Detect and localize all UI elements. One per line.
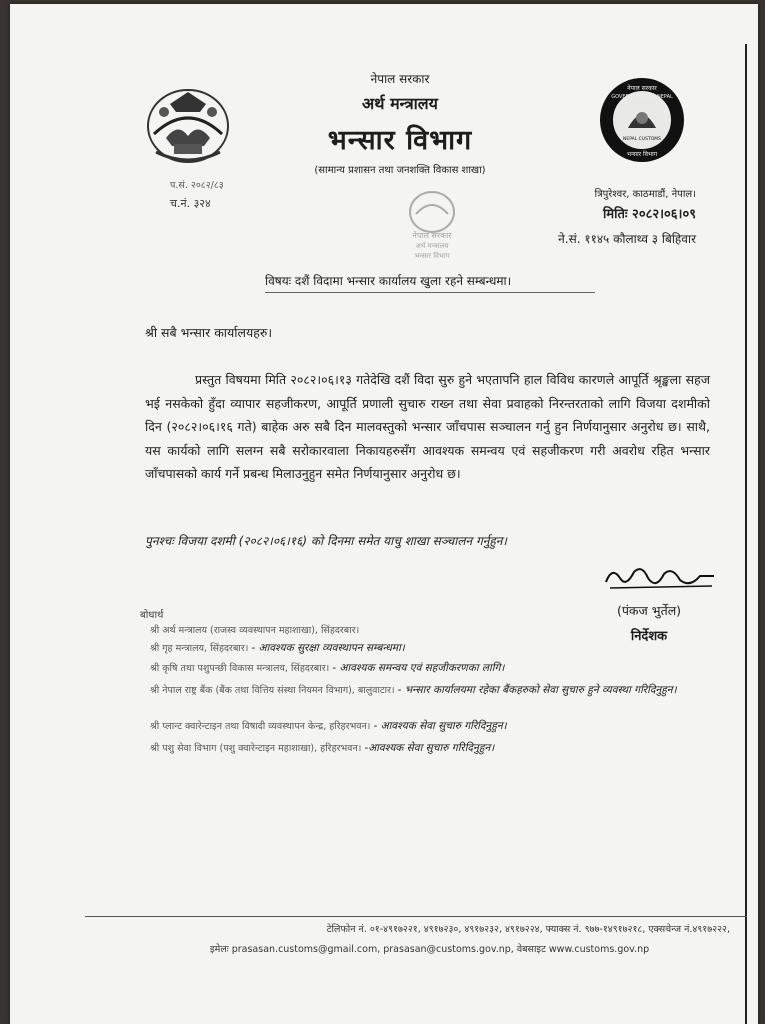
cc-recipient: श्री अर्थ मन्त्रालय (राजस्व व्यवस्थापन महाशाखा), सिंहदरबार। bbox=[150, 625, 360, 636]
department-name: भन्सार विभाग bbox=[327, 125, 473, 156]
cc-note: - आवश्यक सुरक्षा व्यवस्थापन सम्बन्धमा। bbox=[251, 642, 405, 654]
cc-recipient: श्री नेपाल राष्ट्र बैंक (बैंक तथा वित्तिय संस्था नियमन विभाग), बालुवाटार। bbox=[150, 685, 395, 696]
letter-body: प्रस्तुत विषयमा मिति २०८२।०६।१३ गतेदेखि दशैं विदा सुरु हुने भएतापनि हाल विविध कारणले आपूर्ति श्रृङ्खला सहज भई नसकेको हुँदा व्यापार सहजीकरण, आपूर्ति प्रणाली सुचारु राख्न तथा सेवा प्रवाहको निरन्तरताको लागि विजया दशमीको दिन (२०८२।०६।१६ गते) बाहेक अरु सबै दिन मालवस्तुको भन्सार जाँचपास सञ्चालन गर्नु हुन निर्णयानुसार अनुरोध छ। साथै, यस कार्यको लागि सलग्न सबै सरोकारवाला निकायहरुसँग आवश्यक समन्वय एवं सहजीकरण गरी अवरोध रहित भन्सार जाँचपासको कार्य गर्ने प्रबन्ध मिलाउनुहुन समेत निर्णयानुसार अनुरोध छ। bbox=[145, 372, 710, 482]
cc-item bbox=[150, 681, 710, 700]
ministry-name: अर्थ मन्त्रालय bbox=[362, 94, 438, 113]
letter-salutation: श्री सबै भन्सार कार्यालयहरु। bbox=[145, 325, 273, 340]
seal-center-text: NEPAL CUSTOMS bbox=[623, 137, 661, 142]
footer-email: इमेलः prasasan.customs@gmail.com, prasasan@customs.gov.np, वेबसाइट www.customs.gov.np bbox=[210, 944, 650, 955]
signature-icon bbox=[600, 560, 720, 596]
cc-item bbox=[150, 741, 710, 755]
seal-ring-text: GOVERNMENT OF NEPAL bbox=[611, 94, 673, 100]
subject-underline bbox=[265, 292, 595, 293]
stamp-bottom-text: भन्सार विभाग bbox=[414, 252, 450, 260]
seal-top-text: नेपाल सरकार bbox=[627, 85, 657, 92]
cc-recipient: श्री गृह मन्त्रालय, सिंहदरबार। bbox=[150, 643, 249, 654]
stamp-middle-text: अर्थ मन्त्रालय bbox=[415, 242, 449, 250]
page-edge-line bbox=[745, 44, 747, 1024]
nepal-sambat-date: ने.सं. ११४५ कौलाथ्व ३ बिहिवार bbox=[558, 232, 696, 246]
cc-note: - भन्सार कार्यालयमा रहेका बैंकहरुको सेवा सुचारु हुने व्यवस्था गरिदिनुहुन। bbox=[397, 684, 677, 696]
dispatch-number: च.नं. ३२४ bbox=[170, 197, 211, 210]
stamp-top-text: नेपाल सरकार bbox=[412, 231, 452, 240]
cc-note: -आवश्यक सेवा सुचारु गरिदिनुहुन। bbox=[364, 742, 495, 754]
signatory-title: निर्देशक bbox=[630, 629, 668, 644]
cc-item bbox=[150, 719, 710, 733]
letter-reference-number: प.सं. २०८२/८३ bbox=[170, 180, 224, 191]
letter-page bbox=[10, 4, 758, 1024]
letter-subject: विषयः दशैं विदामा भन्सार कार्यालय खुला रहने सम्बन्धमा। bbox=[265, 274, 512, 288]
cc-recipient: श्री कृषि तथा पशुपन्छी विकास मन्त्रालय, सिंहदरबार। bbox=[150, 663, 330, 674]
postscript: पुनश्चः विजया दशमी (२०८२।०६।१६) को दिनमा समेत याचु शाखा सञ्चालन गर्नुहुन। bbox=[145, 534, 507, 548]
branch-name: (सामान्य प्रशासन तथा जनशक्ति विकास शाखा) bbox=[314, 165, 486, 176]
cc-recipient: श्री पशु सेवा विभाग (पशु क्वारेन्टाइन महाशाखा), हरिहरभवन। bbox=[150, 743, 362, 754]
cc-recipient: श्री प्लान्ट क्वारेन्टाइन तथा विषादी व्यवस्थापन केन्द्र, हरिहरभवन। bbox=[150, 721, 371, 732]
cc-title: बोधार्थ bbox=[140, 610, 164, 621]
signatory-name: (पंकज भुर्तेल) bbox=[616, 603, 682, 618]
seal-bottom-text: भन्सार विभाग bbox=[626, 151, 658, 158]
department-of-customs-seal-icon bbox=[598, 76, 686, 164]
cc-item bbox=[150, 661, 710, 675]
cc-item bbox=[150, 641, 710, 655]
government-name: नेपाल सरकार bbox=[370, 72, 430, 86]
nepal-government-emblem-icon bbox=[140, 82, 236, 168]
cc-item bbox=[150, 623, 710, 636]
cc-note: - आवश्यक सेवा सुचारु गरिदिनुहुन। bbox=[373, 720, 507, 732]
cc-note: - आवश्यक समन्वय एवं सहजीकरणका लागि। bbox=[332, 662, 505, 674]
footer-phone: टेलिफोन नं. ०१-४९१७२२१, ४९१७२३०, ४९१७२३२, ४९१७२२४, फ्याक्स नं. ९७७-१४९१७२१८, एक्सचेन्ज नं.४९१७२२२, bbox=[326, 924, 730, 935]
letter-date: मितिः २०८२।०६।०९ bbox=[602, 207, 696, 222]
faded-stamp-icon bbox=[392, 182, 472, 262]
office-location: त्रिपुरेश्वर, काठमाडौं, नेपाल। bbox=[594, 189, 696, 200]
footer-divider bbox=[85, 916, 747, 917]
